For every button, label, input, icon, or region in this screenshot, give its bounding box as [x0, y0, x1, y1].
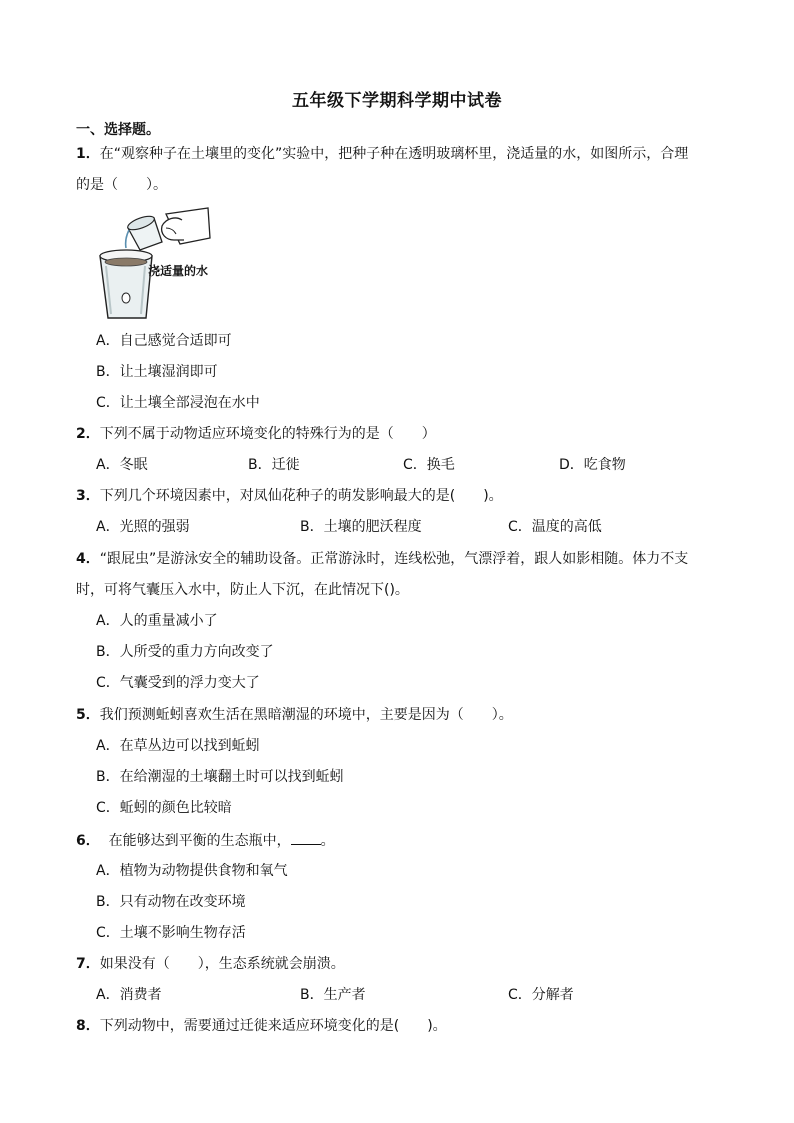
- q3-option-a[interactable]: A．光照的强弱: [96, 519, 190, 535]
- q2-option-a[interactable]: A．冬眠: [96, 457, 148, 473]
- q6-option-b[interactable]: B．只有动物在改变环境: [96, 894, 246, 910]
- q5-option-c[interactable]: C．蚯蚓的颜色比较暗: [96, 800, 232, 816]
- question-text: 在“观察种子在土壤里的变化”实验中，把种子种在透明玻璃杯里，浇适量的水，如图所示，合理: [99, 146, 689, 162]
- question-4: [76, 549, 688, 569]
- question-text: 在能够达到平衡的生态瓶中，: [108, 833, 291, 849]
- question-1-line-2: 的是（ ）。: [76, 177, 167, 193]
- q4-option-a[interactable]: A．人的重量减小了: [96, 613, 218, 629]
- question-number: 8．: [76, 1018, 100, 1034]
- q7-option-b[interactable]: B．生产者: [300, 987, 366, 1003]
- question-text: 下列几个环境因素中，对凤仙花种子的萌发影响最大的是( )。: [99, 488, 503, 504]
- question-text: 下列不属于动物适应环境变化的特殊行为的是（ ）: [99, 426, 436, 442]
- q3-option-b[interactable]: B．土壤的肥沃程度: [300, 519, 422, 535]
- question-3: [76, 486, 503, 506]
- q1-option-a[interactable]: A．自己感觉合适即可: [96, 333, 232, 349]
- question-text: 下列动物中，需要通过迁徙来适应环境变化的是( )。: [99, 1018, 447, 1034]
- q7-option-c[interactable]: C．分解者: [508, 987, 574, 1003]
- question-number: 2．: [76, 426, 100, 442]
- question-number: 5．: [76, 707, 100, 723]
- question-text: 我们预测蚯蚓喜欢生活在黑暗潮湿的环境中，主要是因为（ ）。: [99, 707, 513, 723]
- page-title: 五年级下学期科学期中试卷: [292, 91, 502, 111]
- question-2: [76, 424, 436, 444]
- q1-option-c[interactable]: C．让土壤全部浸泡在水中: [96, 395, 260, 411]
- q5-option-a[interactable]: A．在草丛边可以找到蚯蚓: [96, 738, 260, 754]
- q6-option-c[interactable]: C．土壤不影响生物存活: [96, 925, 246, 941]
- q2-option-b[interactable]: B．迁徙: [248, 457, 300, 473]
- question-6: [76, 830, 335, 851]
- question-number: 3．: [76, 488, 100, 504]
- answer-blank[interactable]: [291, 830, 321, 845]
- question-text: 如果没有（ ），生态系统就会崩溃。: [99, 956, 345, 972]
- question-text-end: 。: [320, 833, 335, 849]
- question-number: 6．: [76, 833, 100, 849]
- q2-option-d[interactable]: D．吃食物: [559, 457, 626, 473]
- question-8: [76, 1016, 447, 1036]
- question-number: 7．: [76, 956, 100, 972]
- question-number: 1．: [76, 146, 100, 162]
- section-heading: 一、选择题。: [76, 122, 160, 138]
- q4-option-c[interactable]: C．气囊受到的浮力变大了: [96, 675, 260, 691]
- watering-cup-figure: [96, 206, 226, 326]
- q2-option-c[interactable]: C．换毛: [403, 457, 455, 473]
- question-1: [76, 144, 688, 164]
- question-5: [76, 705, 513, 725]
- question-4-line-2: 时，可将气囊压入水中，防止人下沉，在此情况下()。: [76, 582, 409, 598]
- q4-option-b[interactable]: B．人所受的重力方向改变了: [96, 644, 274, 660]
- question-7: [76, 954, 345, 974]
- question-number: 4．: [76, 551, 100, 567]
- q5-option-b[interactable]: B．在给潮湿的土壤翻土时可以找到蚯蚓: [96, 769, 344, 785]
- q1-option-b[interactable]: B．让土壤湿润即可: [96, 364, 218, 380]
- question-text: “跟屁虫”是游泳安全的辅助设备。正常游泳时，连线松弛，气漂浮着，跟人如影相随。体力不支: [99, 551, 689, 567]
- q7-option-a[interactable]: A．消费者: [96, 987, 162, 1003]
- q6-option-a[interactable]: A．植物为动物提供食物和氧气: [96, 863, 288, 879]
- q3-option-c[interactable]: C．温度的高低: [508, 519, 602, 535]
- figure-caption: 浇适量的水: [148, 264, 209, 278]
